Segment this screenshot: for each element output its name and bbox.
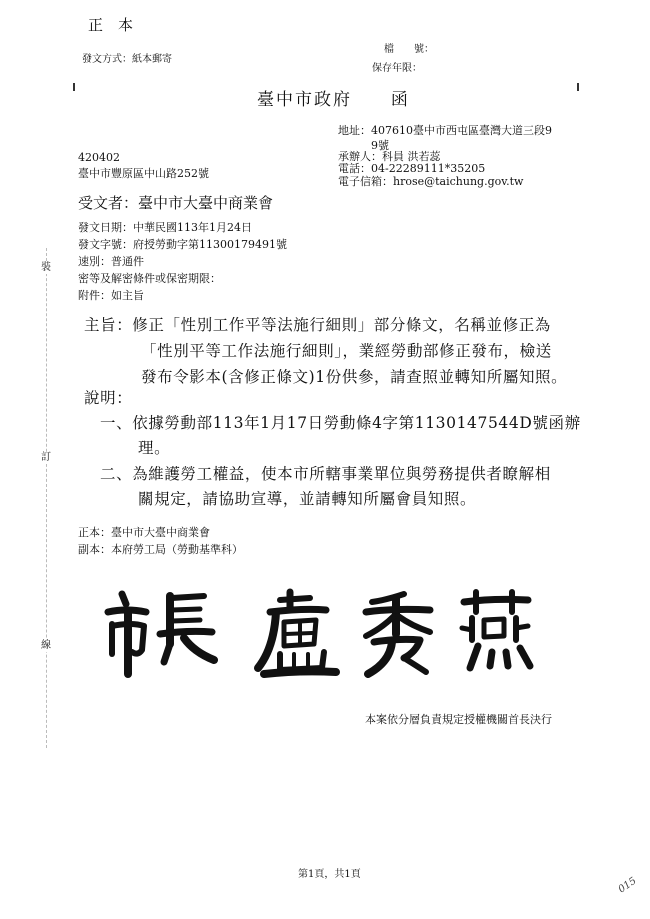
file-number-label: 檔 號： (384, 44, 434, 55)
delegation-note: 本案依分層負責規定授權機關首長決行 (365, 713, 552, 726)
explanation-item-1-cont: 理。 (138, 439, 171, 457)
recipient: 受文者：臺中市大臺中商業會 (78, 194, 274, 212)
distribution-original: 正本：臺中市大臺中商業會 (78, 526, 210, 539)
sender-address-cont: 9號 (371, 139, 389, 152)
issue-date: 發文日期：中華民國113年1月24日 (78, 221, 252, 234)
issue-number: 發文字號：府授勞動字第11300179491號 (78, 238, 287, 251)
sender-email: 電子信箱：hrose@taichung.gov.tw (338, 175, 524, 188)
attachment: 附件：如主旨 (78, 289, 144, 302)
corner-mark-right (577, 83, 579, 91)
explanation-item-1: 一、依據勞動部113年1月17日勞動條4字第1130147544D號函辦 (100, 414, 581, 432)
subject-line-1: 主旨：修正「性別工作平等法施行細則」部分條文，名稱並修正為 (84, 316, 551, 334)
explanation-item-2-cont: 關規定，請協助宣導，並請轉知所屬會員知照。 (138, 490, 477, 508)
binding-mark-xian: 線 (41, 640, 51, 651)
binding-mark-ding: 訂 (41, 452, 51, 463)
page-title (257, 85, 410, 110)
corner-mark-left (73, 83, 75, 91)
org-name: 臺中市政府 (257, 90, 352, 110)
sender-officer: 承辦人：科員 洪若蕊 (338, 150, 441, 163)
subject-line-2: 「性別平等工作法施行細則」，業經勞動部修正發布，檢送 (141, 342, 552, 360)
speed-class: 速別：普通件 (78, 255, 144, 268)
distribution-copy: 副本：本府勞工局（勞動基準科） (78, 543, 243, 556)
mayor-signature (104, 588, 544, 678)
copy-type-label: 正 本 (88, 16, 134, 34)
retention-label: 保存年限： (372, 63, 422, 74)
send-method: 發文方式：紙本郵寄 (82, 54, 172, 65)
corner-handwritten-mark: 015 (616, 875, 639, 896)
page-number: 第1頁，共1頁 (298, 869, 361, 880)
secrecy-level: 密等及解密條件或保密期限： (78, 272, 221, 285)
binding-line (46, 248, 47, 748)
recipient-postal-code: 420402 (78, 151, 120, 164)
doc-type: 函 (390, 90, 410, 110)
subject-line-3: 發布令影本(含修正條文)1份供參，請查照並轉知所屬知照。 (141, 368, 568, 386)
binding-mark-zhuang: 裝 (41, 262, 51, 273)
explanation-label: 說明： (84, 389, 133, 407)
explanation-item-2: 二、為維護勞工權益，使本市所轄事業單位與勞務提供者瞭解相 (100, 465, 551, 483)
recipient-street: 臺中市豐原區中山路252號 (78, 167, 209, 180)
sender-address: 地址：407610臺中市西屯區臺灣大道三段9 (338, 124, 552, 137)
sender-phone: 電話：04-22289111*35205 (338, 162, 486, 175)
